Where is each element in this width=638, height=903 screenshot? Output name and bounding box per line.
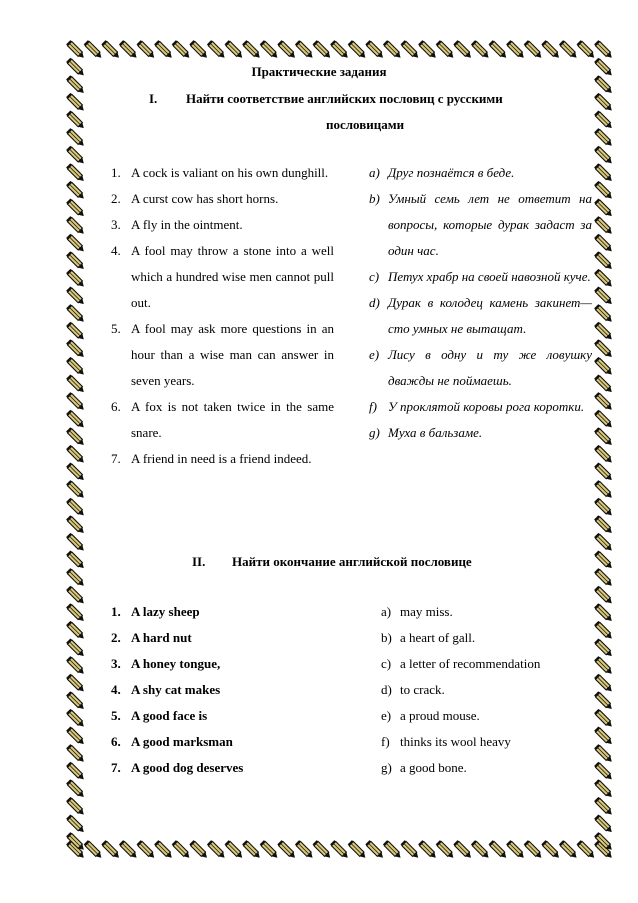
section1-number: I. xyxy=(149,91,158,106)
proverb-ending xyxy=(381,703,591,729)
russian-proverb-text: Дурак в колодец камень закинет—сто умных не вытащат. xyxy=(388,295,592,336)
english-proverb-number: 1. xyxy=(111,165,121,180)
russian-proverbs-list xyxy=(369,160,592,446)
proverb-beginning-text: A good marksman xyxy=(131,734,233,749)
russian-proverb xyxy=(369,160,592,186)
english-proverb xyxy=(111,238,334,316)
section1-heading-line2: пословицами xyxy=(326,117,405,132)
english-proverb-number: 3. xyxy=(111,217,121,232)
proverb-ending-text: a proud mouse. xyxy=(400,708,480,723)
proverb-beginning xyxy=(111,755,351,781)
proverb-beginning-number: 1. xyxy=(111,604,121,619)
page-title: Практические задания xyxy=(251,64,387,79)
proverb-ending-number: d) xyxy=(381,682,392,697)
proverb-beginning-number: 4. xyxy=(111,682,121,697)
russian-proverb xyxy=(369,186,592,264)
russian-proverb-number: b) xyxy=(369,191,380,206)
proverb-beginning-text: A good face is xyxy=(131,708,208,723)
proverb-ending-number: e) xyxy=(381,708,392,723)
proverb-beginning-number: 2. xyxy=(111,630,121,645)
russian-proverb-number: f) xyxy=(369,399,377,414)
english-proverb-text: A fool may ask more questions in an hour than a wise man can answer in seven years. xyxy=(131,321,334,388)
proverb-ending-text: a letter of recommendation xyxy=(400,656,541,671)
english-proverbs-list xyxy=(111,160,334,472)
english-proverb-number: 7. xyxy=(111,451,121,466)
proverb-ending-text: to crack. xyxy=(400,682,445,697)
proverb-ending xyxy=(381,625,591,651)
proverb-ending-number: a) xyxy=(381,604,392,619)
english-proverb-number: 6. xyxy=(111,399,121,414)
english-proverb xyxy=(111,212,334,238)
proverb-ending xyxy=(381,755,591,781)
english-proverb xyxy=(111,446,334,472)
section2-number: II. xyxy=(192,554,206,569)
russian-proverb xyxy=(369,264,592,290)
proverb-beginning-text: A good dog deserves xyxy=(131,760,244,775)
proverb-beginning-text: A honey tongue, xyxy=(131,656,221,671)
proverb-ending-number: c) xyxy=(381,656,392,671)
proverb-ending xyxy=(381,729,591,755)
russian-proverb xyxy=(369,290,592,342)
english-proverb xyxy=(111,394,334,446)
russian-proverb-text: Лису в одну и ту же ловушку дважды не поймаешь. xyxy=(388,347,592,388)
proverb-ending-text: thinks its wool heavy xyxy=(400,734,511,749)
russian-proverb-number: g) xyxy=(369,425,380,440)
russian-proverb-number: d) xyxy=(369,295,380,310)
proverb-beginning-number: 5. xyxy=(111,708,121,723)
proverb-beginnings-list xyxy=(111,599,351,781)
proverb-beginning xyxy=(111,651,351,677)
proverb-beginning-number: 7. xyxy=(111,760,121,775)
english-proverb xyxy=(111,186,334,212)
proverb-beginning-number: 6. xyxy=(111,734,121,749)
russian-proverb-number: c) xyxy=(369,269,380,284)
english-proverb xyxy=(111,160,334,186)
english-proverb-number: 2. xyxy=(111,191,121,206)
proverb-ending-number: f) xyxy=(381,734,390,749)
russian-proverb-number: e) xyxy=(369,347,380,362)
section1-heading-line1: Найти соответствие английских пословиц с русскими xyxy=(186,91,503,106)
proverb-ending-text: may miss. xyxy=(400,604,453,619)
proverb-beginning xyxy=(111,703,351,729)
proverb-beginning xyxy=(111,677,351,703)
section2-heading: Найти окончание английской пословице xyxy=(232,554,472,569)
english-proverb-text: A cock is valiant on his own dunghill. xyxy=(131,165,329,180)
english-proverb-number: 4. xyxy=(111,243,121,258)
russian-proverb-number: a) xyxy=(369,165,380,180)
proverb-ending-number: g) xyxy=(381,760,392,775)
russian-proverb xyxy=(369,420,592,446)
proverb-beginning xyxy=(111,625,351,651)
russian-proverb-text: Муха в бальзаме. xyxy=(388,425,483,440)
proverb-ending-text: a heart of gall. xyxy=(400,630,476,645)
proverb-ending xyxy=(381,599,591,625)
proverb-ending xyxy=(381,677,591,703)
russian-proverb-text: У проклятой коровы рога коротки. xyxy=(388,399,585,414)
russian-proverb-text: Умный семь лет не ответит на вопросы, которые дурак задаст за один час. xyxy=(388,191,592,258)
english-proverb-text: A friend in need is a friend indeed. xyxy=(131,451,312,466)
proverb-beginning-text: A lazy sheep xyxy=(131,604,200,619)
proverb-ending-text: a good bone. xyxy=(400,760,467,775)
english-proverb-text: A fly in the ointment. xyxy=(131,217,243,232)
proverb-ending xyxy=(381,651,591,677)
english-proverb-text: A fool may throw a stone into a well which a hundred wise men cannot pull out. xyxy=(131,243,334,310)
english-proverb-text: A curst cow has short horns. xyxy=(131,191,279,206)
proverb-ending-number: b) xyxy=(381,630,392,645)
russian-proverb xyxy=(369,394,592,420)
russian-proverb-text: Друг познаётся в беде. xyxy=(388,165,515,180)
english-proverb-number: 5. xyxy=(111,321,121,336)
english-proverb xyxy=(111,316,334,394)
proverb-beginning-text: A shy cat makes xyxy=(131,682,221,697)
russian-proverb-text: Петух храбр на своей навозной куче. xyxy=(388,269,591,284)
proverb-endings-list xyxy=(381,599,591,781)
english-proverb-text: A fox is not taken twice in the same snare. xyxy=(131,399,334,440)
proverb-beginning-text: A hard nut xyxy=(131,630,192,645)
proverb-beginning xyxy=(111,729,351,755)
proverb-beginning-number: 3. xyxy=(111,656,121,671)
proverb-beginning xyxy=(111,599,351,625)
russian-proverb xyxy=(369,342,592,394)
